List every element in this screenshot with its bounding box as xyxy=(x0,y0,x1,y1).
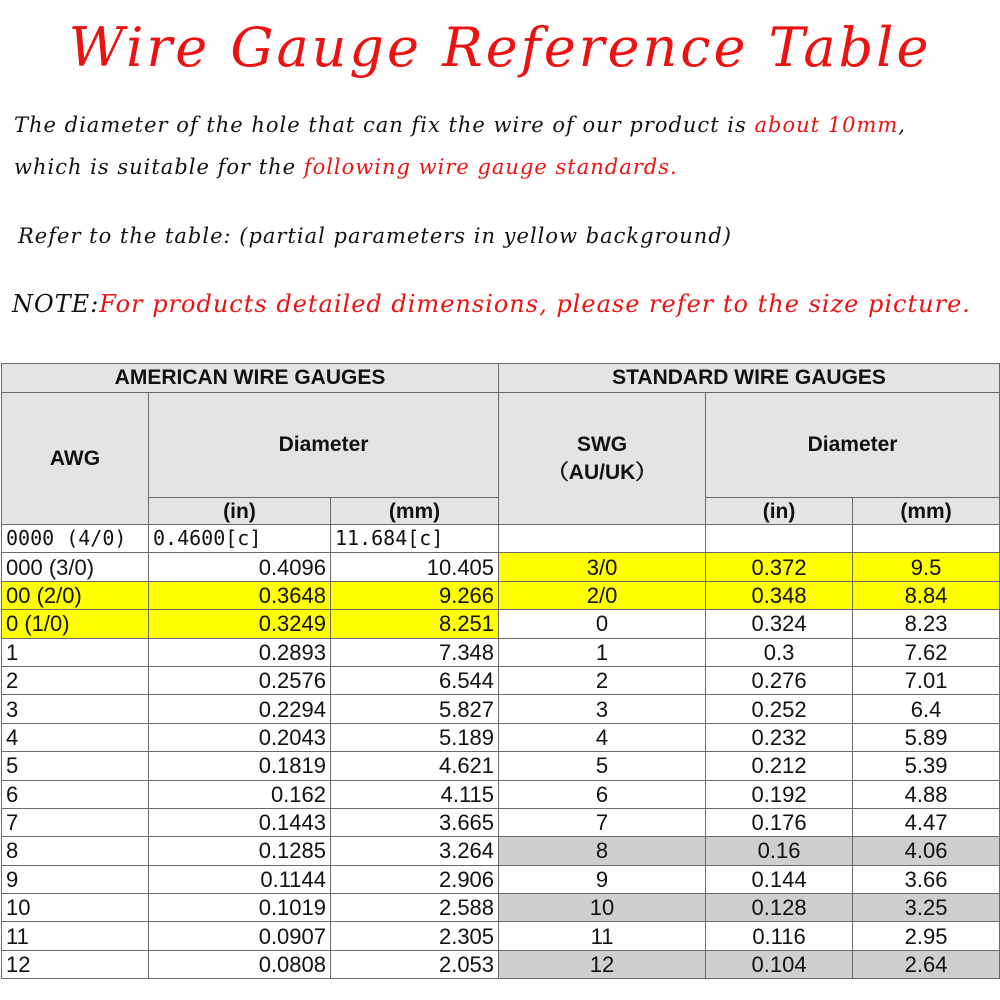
awg-mm-cell: 10.405 xyxy=(331,553,499,581)
awg-mm-cell: 2.305 xyxy=(331,922,499,950)
awg-in-cell: 0.1144 xyxy=(149,865,331,893)
awg-size-cell: 11 xyxy=(2,922,149,950)
page-title: Wire Gauge Reference Table xyxy=(68,16,932,79)
awg-size-cell: 4 xyxy=(2,723,149,751)
table-row xyxy=(2,752,1000,780)
swg-mm-cell: 4.47 xyxy=(853,808,1000,836)
swg-size-cell: 8 xyxy=(499,837,706,865)
awg-size-cell: 5 xyxy=(2,752,149,780)
standard-wire-gauges-header: STANDARD WIRE GAUGES xyxy=(499,364,1000,393)
table-row xyxy=(2,780,1000,808)
swg-in-cell: 0.3 xyxy=(706,638,853,666)
table-row xyxy=(2,894,1000,922)
table-row xyxy=(2,695,1000,723)
table-row xyxy=(2,553,1000,581)
intro-line-1-text: The diameter of the hole that can fix the wire of our product is xyxy=(14,113,755,137)
swg-size-cell: 0 xyxy=(499,610,706,638)
swg-mm-cell: 4.06 xyxy=(853,837,1000,865)
awg-mm-cell: 9.266 xyxy=(331,581,499,609)
swg-mm-cell: 8.23 xyxy=(853,610,1000,638)
swg-mm-cell: 7.62 xyxy=(853,638,1000,666)
intro-line-1-end: , xyxy=(898,113,906,137)
table-row xyxy=(2,922,1000,950)
swg-size-cell: 2 xyxy=(499,666,706,694)
swg-in-cell: 0.192 xyxy=(706,780,853,808)
swg-size-cell: 10 xyxy=(499,894,706,922)
swg-in-cell: 0.128 xyxy=(706,894,853,922)
swg-mm-cell: 8.84 xyxy=(853,581,1000,609)
awg-in-cell: 0.1019 xyxy=(149,894,331,922)
awg-mm-cell: 4.115 xyxy=(331,780,499,808)
awg-size-cell: 000 (3/0) xyxy=(2,553,149,581)
awg-mm-cell: 7.348 xyxy=(331,638,499,666)
awg-in-cell: 0.1443 xyxy=(149,808,331,836)
awg-size-cell: 3 xyxy=(2,695,149,723)
swg-diameter-header: Diameter xyxy=(706,393,1000,498)
awg-in-cell: 0.2576 xyxy=(149,666,331,694)
swg-mm-cell: 5.89 xyxy=(853,723,1000,751)
awg-size-cell: 8 xyxy=(2,837,149,865)
awg-in-cell: 0.3249 xyxy=(149,610,331,638)
swg-in-cell: 0.324 xyxy=(706,610,853,638)
swg-in-cell: 0.276 xyxy=(706,666,853,694)
swg-in-cell: 0.176 xyxy=(706,808,853,836)
table-row xyxy=(2,525,1000,553)
swg-in-cell: 0.104 xyxy=(706,950,853,978)
swg-in-header: (in) xyxy=(706,498,853,525)
swg-mm-header: (mm) xyxy=(853,498,1000,525)
swg-mm-cell: 4.88 xyxy=(853,780,1000,808)
swg-mm-cell xyxy=(853,525,1000,553)
swg-label: SWG xyxy=(576,432,628,456)
swg-size-cell: 4 xyxy=(499,723,706,751)
awg-size-cell: 1 xyxy=(2,638,149,666)
swg-in-cell: 0.116 xyxy=(706,922,853,950)
awg-in-cell: 0.2043 xyxy=(149,723,331,751)
awg-in-cell: 0.4096 xyxy=(149,553,331,581)
american-wire-gauges-header: AMERICAN WIRE GAUGES xyxy=(2,364,499,393)
swg-mm-cell: 2.95 xyxy=(853,922,1000,950)
swg-sub-label: （AU/UK） xyxy=(547,460,657,484)
awg-size-cell: 10 xyxy=(2,894,149,922)
awg-mm-cell: 11.684[c] xyxy=(331,525,499,553)
awg-size-cell: 0000 (4/0) xyxy=(2,525,149,553)
swg-size-cell: 5 xyxy=(499,752,706,780)
awg-mm-cell: 8.251 xyxy=(331,610,499,638)
swg-size-cell xyxy=(499,525,706,553)
swg-size-cell: 12 xyxy=(499,950,706,978)
awg-in-header: (in) xyxy=(149,498,331,525)
awg-mm-cell: 6.544 xyxy=(331,666,499,694)
awg-size-cell: 12 xyxy=(2,950,149,978)
awg-mm-cell: 2.053 xyxy=(331,950,499,978)
table-row xyxy=(2,950,1000,978)
table-row xyxy=(2,865,1000,893)
swg-size-cell: 7 xyxy=(499,808,706,836)
swg-column-header xyxy=(499,393,706,525)
awg-in-cell: 0.162 xyxy=(149,780,331,808)
table-row xyxy=(2,581,1000,609)
awg-in-cell: 0.3648 xyxy=(149,581,331,609)
note-text: For products detailed dimensions, please refer to the size picture. xyxy=(99,290,971,318)
awg-diameter-header: Diameter xyxy=(149,393,499,498)
swg-mm-cell: 7.01 xyxy=(853,666,1000,694)
standards-highlight: following wire gauge standards. xyxy=(303,155,678,179)
awg-in-cell: 0.0907 xyxy=(149,922,331,950)
swg-mm-cell: 5.39 xyxy=(853,752,1000,780)
intro-line-1 xyxy=(14,113,906,137)
awg-mm-cell: 3.665 xyxy=(331,808,499,836)
swg-mm-cell: 3.25 xyxy=(853,894,1000,922)
swg-in-cell: 0.16 xyxy=(706,837,853,865)
swg-size-cell: 1 xyxy=(499,638,706,666)
table-row xyxy=(2,723,1000,751)
intro-line-2 xyxy=(14,155,678,179)
awg-in-cell: 0.2294 xyxy=(149,695,331,723)
awg-in-cell: 0.4600[c] xyxy=(149,525,331,553)
note-label: NOTE: xyxy=(12,290,100,318)
swg-mm-cell: 9.5 xyxy=(853,553,1000,581)
table-row xyxy=(2,638,1000,666)
intro-line-2-text: which is suitable for the xyxy=(14,155,304,179)
awg-mm-cell: 2.588 xyxy=(331,894,499,922)
awg-in-cell: 0.2893 xyxy=(149,638,331,666)
awg-mm-cell: 5.827 xyxy=(331,695,499,723)
swg-size-cell: 9 xyxy=(499,865,706,893)
swg-in-cell xyxy=(706,525,853,553)
swg-in-cell: 0.372 xyxy=(706,553,853,581)
swg-size-cell: 2/0 xyxy=(499,581,706,609)
awg-column-header: AWG xyxy=(2,393,149,525)
awg-size-cell: 9 xyxy=(2,865,149,893)
awg-size-cell: 6 xyxy=(2,780,149,808)
awg-in-cell: 0.0808 xyxy=(149,950,331,978)
swg-size-cell: 3/0 xyxy=(499,553,706,581)
size-note xyxy=(12,290,971,318)
swg-in-cell: 0.212 xyxy=(706,752,853,780)
awg-size-cell: 0 (1/0) xyxy=(2,610,149,638)
awg-size-cell: 00 (2/0) xyxy=(2,581,149,609)
swg-mm-cell: 2.64 xyxy=(853,950,1000,978)
awg-in-cell: 0.1285 xyxy=(149,837,331,865)
table-row xyxy=(2,610,1000,638)
awg-mm-cell: 4.621 xyxy=(331,752,499,780)
table-reference-note: Refer to the table: (partial parameters in yellow background) xyxy=(18,224,732,248)
awg-mm-cell: 5.189 xyxy=(331,723,499,751)
swg-size-cell: 6 xyxy=(499,780,706,808)
awg-mm-cell: 3.264 xyxy=(331,837,499,865)
swg-size-cell: 11 xyxy=(499,922,706,950)
awg-mm-header: (mm) xyxy=(331,498,499,525)
swg-in-cell: 0.348 xyxy=(706,581,853,609)
swg-size-cell: 3 xyxy=(499,695,706,723)
swg-mm-cell: 6.4 xyxy=(853,695,1000,723)
swg-in-cell: 0.252 xyxy=(706,695,853,723)
table-row xyxy=(2,808,1000,836)
awg-in-cell: 0.1819 xyxy=(149,752,331,780)
awg-size-cell: 2 xyxy=(2,666,149,694)
swg-in-cell: 0.144 xyxy=(706,865,853,893)
hole-diameter-highlight: about 10mm xyxy=(754,113,899,137)
table-row xyxy=(2,666,1000,694)
awg-mm-cell: 2.906 xyxy=(331,865,499,893)
swg-mm-cell: 3.66 xyxy=(853,865,1000,893)
table-row xyxy=(2,837,1000,865)
swg-in-cell: 0.232 xyxy=(706,723,853,751)
wire-gauge-table xyxy=(1,363,1000,979)
awg-size-cell: 7 xyxy=(2,808,149,836)
